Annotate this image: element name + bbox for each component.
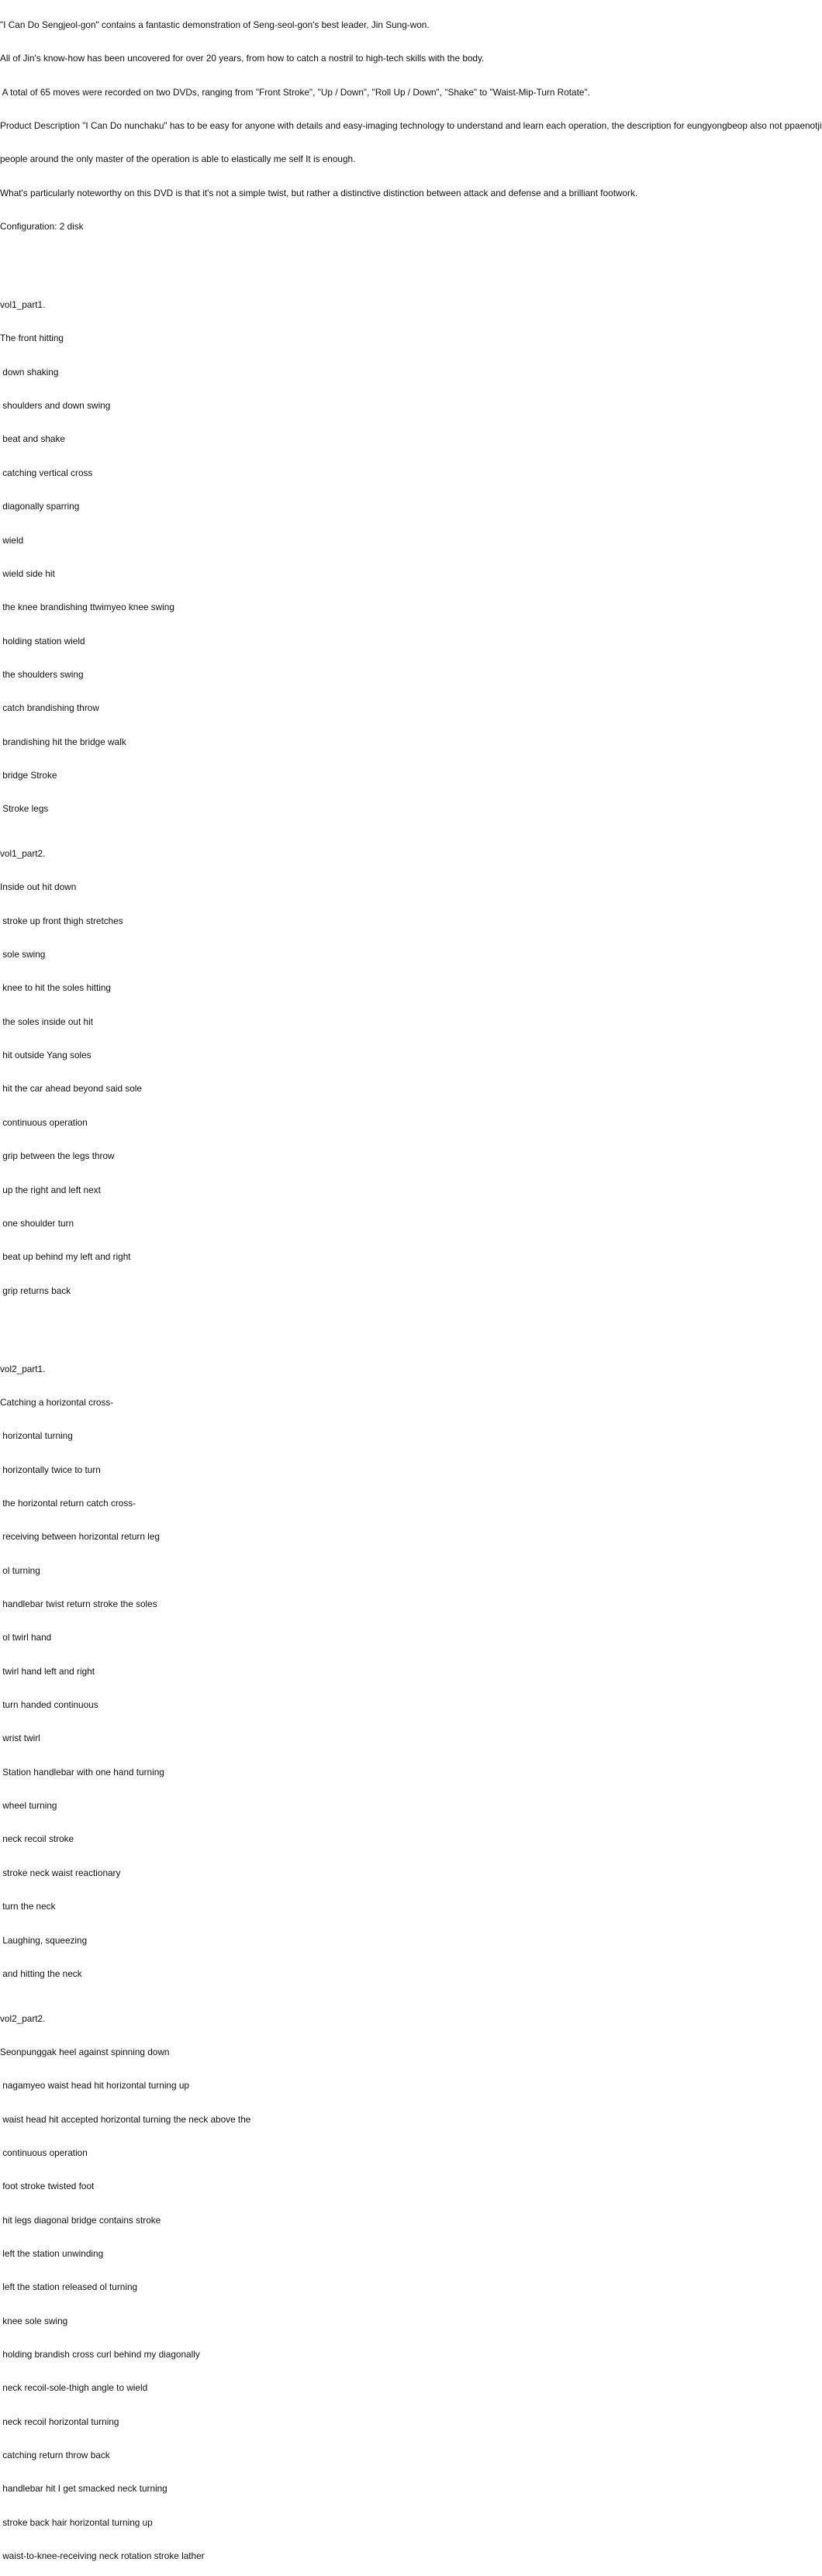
list-item: the soles inside out hit [0,1016,94,1027]
section-heading-vol2-part2: vol2_part2. [0,2012,46,2024]
list-item: stroke up front thigh stretches [0,915,123,926]
list-item: hit the car ahead beyond said sole [0,1083,142,1095]
list-item: Laughing, squeezing [0,1934,88,1946]
list-item: beat and shake [0,433,65,445]
list-item: Catching a horizontal cross- [0,1397,114,1409]
list-item: waist head hit accepted horizontal turning the neck above the [0,2113,251,2125]
list-item: horizontal turning [0,1430,73,1442]
list-item: Inside out hit down [0,881,77,893]
list-item: grip returns back [0,1285,71,1296]
list-item: the knee brandishing ttwimyeo knee swing [0,602,174,613]
list-item: continuous operation [0,2147,88,2159]
list-item: shoulders and down swing [0,400,111,412]
list-item: turn handed continuous [0,1699,98,1711]
list-item: nagamyeo waist head hit horizontal turning up [0,2080,189,2091]
list-item: stroke back hair horizontal turning up [0,2516,153,2528]
list-item: handlebar hit I get smacked neck turning [0,2483,168,2495]
list-item: horizontally twice to turn [0,1464,101,1475]
list-item: left the station unwinding [0,2248,104,2260]
list-item: continuous operation [0,1116,88,1128]
list-item: neck recoil stroke [0,1833,74,1845]
list-item: grip between the legs throw [0,1150,115,1162]
list-item: one shoulder turn [0,1217,74,1229]
list-item: knee sole swing [0,2315,68,2326]
list-item: sole swing [0,949,46,960]
list-item: catching return throw back [0,2450,110,2461]
list-item: down shaking [0,366,59,378]
list-item: hit outside Yang soles [0,1050,92,1061]
blank-line [0,1319,790,1329]
list-item: wrist twirl [0,1733,40,1744]
list-item: wield side hit [0,567,55,579]
intro-line: Product Description "I Can Do nunchaku" has to be easy for anyone with details and easy-imaging technology to understand and learn each operation, the description for eungyongbeop also not ppaenotji [0,119,822,131]
intro-line: people around the only master of the operation is able to elastically me self It is enough. [0,153,356,165]
list-item: knee to hit the soles hitting [0,982,111,994]
list-item: neck recoil-sole-thigh angle to wield [0,2382,148,2394]
list-item: receiving between horizontal return leg [0,1531,160,1543]
configuration-line: Configuration: 2 disk [0,220,84,232]
list-item: holding station wield [0,635,85,647]
list-item: left the station released ol turning [0,2281,138,2293]
list-item: wield [0,534,24,546]
section-heading-vol2-part1: vol2_part1. [0,1363,46,1374]
list-item: foot stroke twisted foot [0,2181,95,2192]
list-item: twirl hand left and right [0,1665,95,1677]
list-item: turn the neck [0,1901,56,1912]
intro-line: A total of 65 moves were recorded on two DVDs, ranging from "Front Stroke", "Up / Down", "Roll Up / Down", "Shake" to "Waist-Mip-Turn Rotate". [0,86,590,98]
list-item: Station handlebar with one hand turning [0,1766,164,1778]
list-item: brandishing hit the bridge walk [0,736,126,747]
list-item: diagonally sparring [0,501,80,512]
list-item: The front hitting [0,333,64,344]
section-heading-vol1-part2: vol1_part2. [0,848,46,860]
list-item: Stroke legs [0,803,49,815]
list-item: the shoulders swing [0,668,84,680]
intro-line: "I Can Do Sengjeol-gon" contains a fantastic demonstration of Seng-seol-gon's best leader, Jin Sung-won. [0,19,430,30]
list-item: catch brandishing throw [0,702,99,714]
list-item: up the right and left next [0,1184,101,1195]
list-item: neck recoil horizontal turning [0,2416,119,2427]
section-heading-vol1-part1: vol1_part1. [0,299,46,311]
list-item: bridge Stroke [0,769,57,781]
list-item: holding brandish cross curl behind my diagonally [0,2349,200,2360]
list-item: beat up behind my left and right [0,1251,131,1263]
list-item: Seonpunggak heel against spinning down [0,2047,170,2057]
list-item: hit legs diagonal bridge contains stroke [0,2214,161,2226]
intro-line: All of Jin's know-how has been uncovered for over 20 years, from how to catch a nostril to high-tech skills with the body. [0,53,485,64]
intro-line: What's particularly noteworthy on this DVD is that it's not a simple twist, but rather a distinctive distinction between attack and defense and a brilliant footwork. [0,187,638,198]
list-item: and hitting the neck [0,1967,82,1979]
list-item: handlebar twist return stroke the soles [0,1598,157,1610]
list-item: wheel turning [0,1800,57,1812]
list-item: the horizontal return catch cross- [0,1498,136,1509]
list-item: ol twirl hand [0,1632,52,1643]
list-item: stroke neck waist reactionary [0,1867,121,1878]
list-item: ol turning [0,1564,40,1576]
list-item: waist-to-knee-receiving neck rotation stroke lather [0,2550,205,2562]
blank-line [0,254,790,265]
list-item: catching vertical cross [0,467,93,478]
